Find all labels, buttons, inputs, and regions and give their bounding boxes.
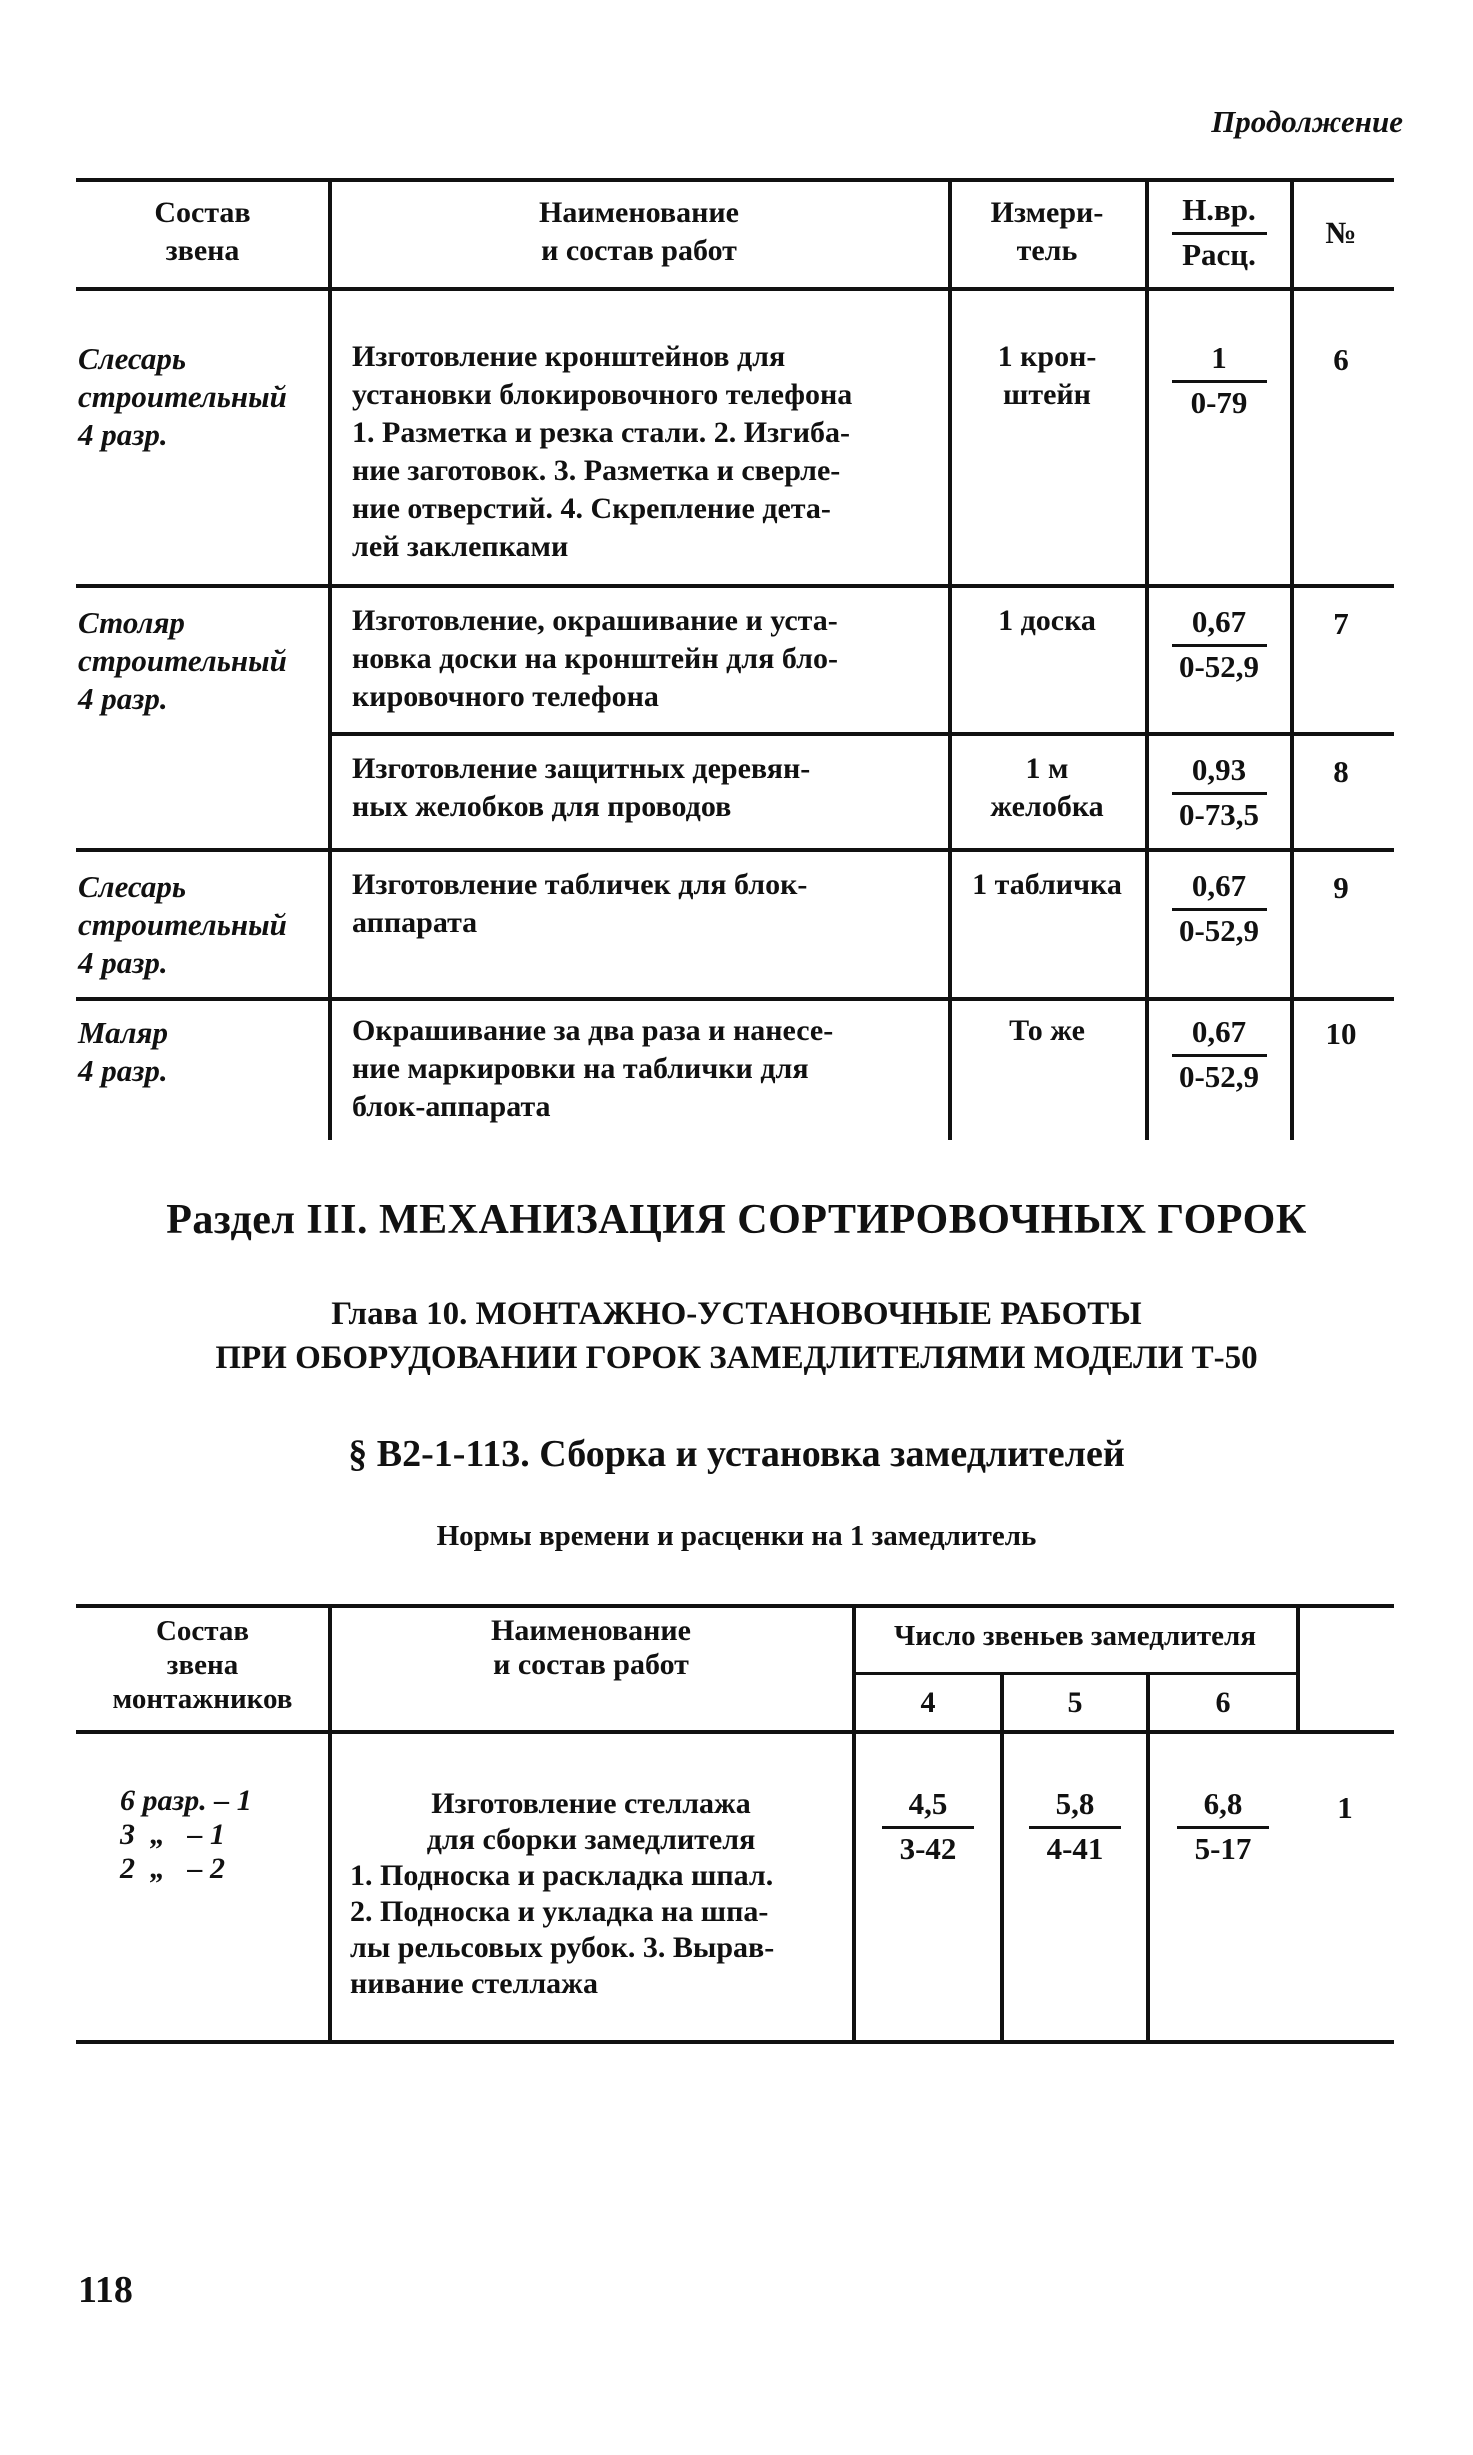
t2-header-work: Наименование и состав работ [491, 1614, 691, 1681]
t1-row3-no: 8 [1333, 754, 1349, 789]
t1-row1-unit: 1 крон- штейн [997, 340, 1097, 411]
t1-row2-crew: Столяр строительный 4 разр. [78, 605, 287, 716]
t1-row1-crew: Слесарь строительный 4 разр. [78, 341, 287, 452]
t2-row-value-4: 4,5 3-42 [858, 1786, 998, 1867]
t1-row3-unit: 1 м желобка [990, 752, 1104, 823]
continuation-label: Продолжение [1211, 104, 1403, 139]
t2-row-work-title: Изготовление стеллажа для сборки замедлителя [426, 1787, 756, 1856]
t2-row-crew: 6 разр. – 1 3 „ – 1 2 „ – 2 [120, 1784, 252, 1885]
t1-header-work: Наименование и состав работ [539, 196, 739, 267]
chapter-heading-line2: ПРИ ОБОРУДОВАНИИ ГОРОК ЗАМЕДЛИТЕЛЯМИ МОДЕЛИ Т-50 [215, 1340, 1258, 1376]
t1-header-no: № [1325, 215, 1357, 250]
t2-header-sub-6: 6 [1215, 1686, 1231, 1719]
norms-caption: Нормы времени и расценки на 1 замедлитель [436, 1520, 1037, 1552]
t1-row2-work: Изготовление, окрашивание и уста- новка доски на кронштейн для бло- кировочного телефона [352, 604, 838, 713]
page-number: 118 [78, 2269, 133, 2311]
t1-row4-crew: Слесарь строительный 4 разр. [78, 869, 287, 980]
t1-row5-crew: Маляр 4 разр. [78, 1015, 169, 1088]
chapter-heading-line1: Глава 10. МОНТАЖНО-УСТАНОВОЧНЫЕ РАБОТЫ [331, 1296, 1142, 1332]
t1-row1-no: 6 [1333, 342, 1349, 377]
t2-row-work-body: 1. Подноска и раскладка шпал. 2. Подноска и укладка на шпа- лы рельсовых рубок. 3. Вырав- нивание стеллажа [350, 1859, 775, 2000]
t1-row2-unit: 1 доска [998, 604, 1096, 637]
t2-row-value-6: 6,8 5-17 [1152, 1786, 1294, 1867]
t2-header-group: Число звеньев замедлителя [893, 1620, 1257, 1652]
t2-row-value-5: 5,8 4-41 [1006, 1786, 1144, 1867]
t2-header-sub-5: 5 [1067, 1686, 1083, 1719]
t1-row4-work: Изготовление табличек для блок- аппарата [352, 868, 808, 939]
t2-header-sub-4: 4 [920, 1686, 936, 1719]
t1-row1-work: Изготовление кронштейнов для установки блокировочного телефона 1. Разметка и резка стали. 2. Изгиба- ние заготовок. 3. Разметка и сверле- ние отверстий. 4. Скрепление дета- лей заклепками [352, 340, 853, 563]
paragraph-heading: § В2-1-113. Сборка и установка замедлителей [348, 1433, 1125, 1475]
t1-row3-work: Изготовление защитных деревян- ных желобков для проводов [352, 752, 811, 823]
t1-row1-norm-rate: 1 0-79 [1150, 340, 1288, 421]
t1-row2-no: 7 [1333, 606, 1349, 641]
t2-row-no: 1 [1337, 1790, 1353, 1825]
t1-row3-norm-rate: 0,93 0-73,5 [1150, 752, 1288, 833]
t1-row2-norm-rate: 0,67 0-52,9 [1150, 604, 1288, 685]
t1-header-norm-rate [1150, 192, 1288, 273]
t1-row5-norm-rate: 0,67 0-52,9 [1150, 1014, 1288, 1095]
t1-row5-unit: То же [1009, 1014, 1085, 1047]
t1-header-norm: Н.вр. [1182, 192, 1256, 227]
t1-row5-work: Окрашивание за два раза и нанесе- ние маркировки на таблички для блок-аппарата [352, 1014, 834, 1123]
t1-row4-norm-rate: 0,67 0-52,9 [1150, 868, 1288, 949]
t1-row4-no: 9 [1333, 870, 1349, 905]
t1-header-unit: Измери- тель [990, 196, 1104, 267]
t1-header-crew: Состав звена [154, 196, 251, 267]
t2-header-crew: Состав звена монтажников [112, 1615, 293, 1715]
t1-row5-no: 10 [1325, 1016, 1357, 1051]
t1-header-rate: Расц. [1182, 237, 1256, 272]
section-heading: Раздел III. МЕХАНИЗАЦИЯ СОРТИРОВОЧНЫХ ГОРОК [166, 1197, 1307, 1243]
t1-row4-unit: 1 табличка [972, 868, 1122, 901]
